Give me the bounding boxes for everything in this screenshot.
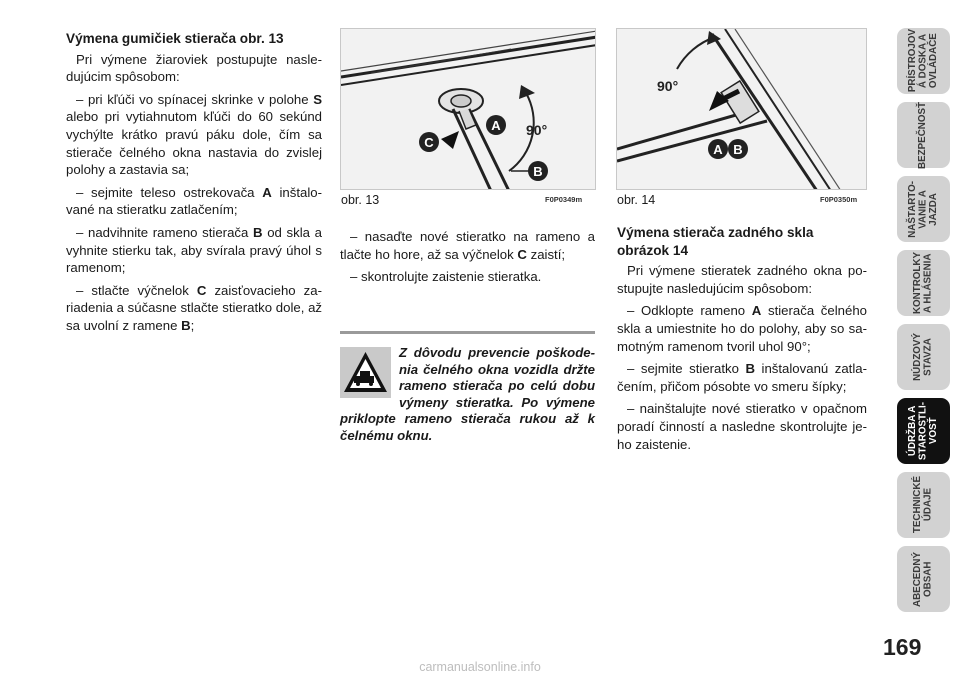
angle-label: 90°	[657, 78, 679, 94]
figure-14-rear-wiper-illustration	[616, 28, 867, 190]
callout-b-label: B	[733, 142, 743, 157]
callout-a-label: A	[491, 118, 501, 133]
figure-13-caption: obr. 13	[341, 193, 380, 207]
callout-b-label: B	[533, 164, 543, 179]
paragraph: – nasaďte nové stieratko na rameno a tlačte ho hore, až sa výčnelok C zaistí;	[340, 229, 595, 262]
figure-14-code: F0P0350m	[820, 195, 858, 204]
warning-box	[340, 331, 595, 445]
column-middle	[340, 228, 595, 291]
page-number: 169	[883, 634, 922, 660]
paragraph: – sejmite teleso ostrekovača A inštalo-vané na stieratku zatlačením;	[66, 184, 322, 218]
tab-warning-lights[interactable]: KONTROLKY A HLÁSENIA	[897, 250, 950, 316]
figure-13-code: F0P0349m	[545, 195, 583, 204]
warning-icon	[340, 347, 391, 398]
tab-instruments[interactable]: PRÍSTROJOV Á DOSKA A OVLÁDAČE	[897, 28, 950, 94]
tab-technical-data[interactable]: TECHNICKÉ ÚDAJE	[897, 472, 950, 538]
paragraph: Pri výmene stieratek zadného okna po-stupujte nasledujúcim spôsobom:	[617, 263, 867, 296]
tab-starting-driving[interactable]: NAŠTARTO- VANIE A JAZDA	[897, 176, 950, 242]
callout-a-label: A	[713, 142, 723, 157]
paragraph: – nadvihnite rameno stierača B od skla a vyhnite stierku tak, aby svírala pravý úhol s ramenom;	[66, 224, 322, 276]
watermark: carmanualsonline.info	[419, 660, 541, 674]
figure-13-wiper-illustration	[340, 28, 596, 190]
paragraph: – sejmite stieratko B inštalovanú zatla-čením, přičom pósobte vo smeru šípky;	[617, 361, 868, 394]
paragraph: – stlačte výčnelok C zaisťovacieho za-riadenia a súčasne stlačte stieratko dole, až sa uvolní z ramene B;	[66, 282, 322, 333]
section-heading-wiper-blade: Výmena gumičiek stierača obr. 13	[66, 31, 284, 46]
tab-index[interactable]: ABECEDNÝ OBSAH	[897, 546, 950, 612]
tab-safety[interactable]: BEZPEČNOSŤ	[897, 102, 950, 168]
tab-emergency[interactable]: NÚDZOVÝ STAVZA	[897, 324, 950, 390]
figure-14-caption: obr. 14	[617, 193, 656, 207]
paragraph: – Odklopte rameno A stierača čelného skla a umiestnite ho do polohy, aby so sa-motným ramenom tvoril uhol 90°;	[617, 303, 868, 354]
column-right	[617, 224, 867, 458]
column-left	[66, 30, 322, 340]
section-heading-rear-wiper: Výmena stierača zadného skla obrázok 14	[617, 225, 814, 258]
angle-label: 90°	[526, 122, 548, 138]
warning-text: Z dôvodu prevencie poškode-nia čelného okna vozidla držte rameno stierača po celú dobu výmeny stieratka. Po výmene priklopte rameno stierača rukou až k čelnému oknu.	[340, 345, 595, 443]
paragraph: Pri výmene žiaroviek postupujte nasle-dujúcim spôsobom:	[66, 51, 322, 85]
paragraph: – skontrolujte zaistenie stieratka.	[350, 269, 542, 285]
warning-rule	[340, 331, 595, 334]
paragraph: – nainštalujte nové stieratko v opačnom poradí činností a nasledne skontrolujte je-ho zaistenie.	[617, 401, 867, 452]
paragraph: – pri kľúči vo spínacej skrinke v polohe S alebo pri vytiahnutom kľúči do 60 sekúnd vychýlte krátko pravú páku dole, čím sa stierače čelného okna nastavia do zvislej polohy a zastavia sa;	[66, 91, 322, 178]
callout-c-label: C	[424, 135, 434, 150]
tab-maintenance[interactable]: ÚDRŽBA A STAROSTLI- VOSŤ	[897, 398, 950, 464]
